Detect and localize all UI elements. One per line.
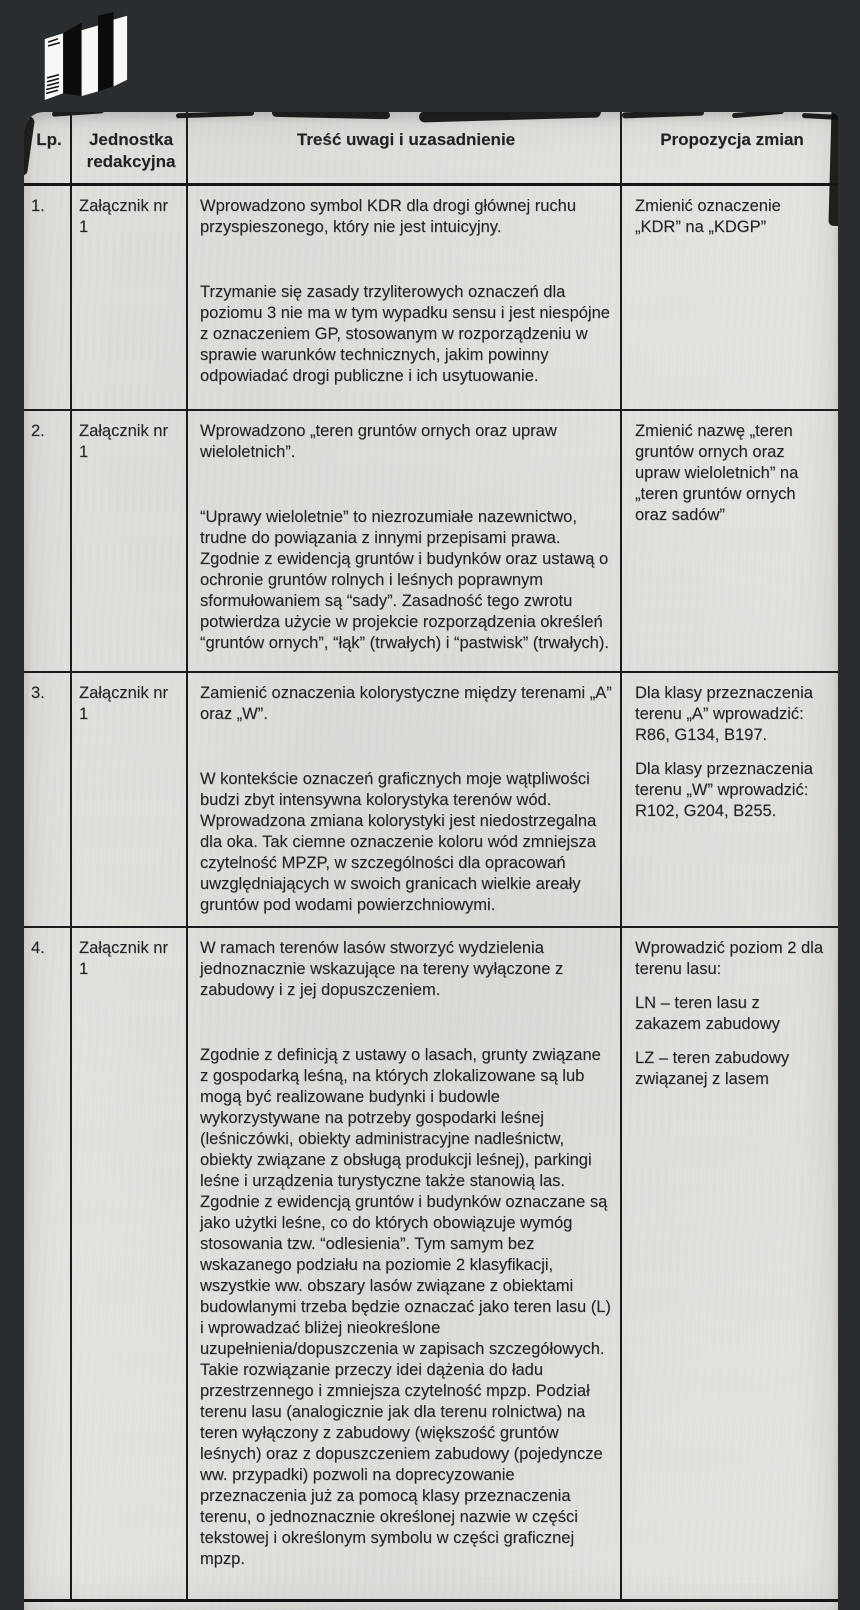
cell-lp: 4. (24, 927, 71, 1602)
paragraph: Wprowadzić poziom 2 dla terenu lasu: (635, 938, 823, 978)
table-bottom-rule (24, 1599, 838, 1602)
paragraph: “Uprawy wieloletnie” to niezrozumiałe nazewnictwo, trudne do powiązania z innymi przepisami prawa. Zgodnie z ewidencją gruntów i budynków oraz ustawą o ochronie gruntów rolnych i leśnych poprawnym sformułowaniem są “sady”. Zasadność tego zwrotu potwierdza użycie w projekcie rozporządzenia określeń “gruntów ornych”, “łąk” (trwałych) i “pastwisk” (trwałych). (200, 507, 609, 652)
header-jednostka: Jednostka redakcyjna (71, 112, 187, 185)
table-header-row (24, 112, 838, 185)
paragraph: W kontekście oznaczeń graficznych moje wątpliwości budzi zbyt intensywna kolorystyka terenów wód. Wprowadzona zmiana kolorystyki jest niedostrzegalna dla oka. Tak ciemne oznaczenie koloru wód zmniejsza czytelność MPZP, w szczególności dla opracowań uwzględniających w swoich granicach wielkie areały gruntów pod wodami powierzchniowymi. (200, 769, 597, 914)
cell-propozycja (621, 672, 838, 927)
cell-jednostka: Załącznik nr 1 (71, 410, 187, 672)
paragraph: Dla klasy przeznaczenia terenu „W” wprowadzić: R102, G204, B255. (635, 759, 813, 820)
cell-propozycja (621, 185, 838, 410)
remarks-table (24, 112, 838, 1602)
header-propozycja: Propozycja zmian (621, 112, 838, 185)
cell-tresc (187, 410, 621, 672)
cell-tresc (187, 672, 621, 927)
cell-jednostka: Załącznik nr 1 (71, 185, 187, 410)
paragraph: Dla klasy przeznaczenia terenu „A” wprowadzić: R86, G134, B197. (635, 683, 813, 744)
cell-tresc (187, 185, 621, 410)
cell-tresc (187, 927, 621, 1602)
table-row (24, 927, 838, 1602)
cell-jednostka: Załącznik nr 1 (71, 927, 187, 1602)
paragraph: Trzymanie się zasady trzyliterowych oznaczeń dla poziomu 3 nie ma w tym wypadku sensu i jest niespójne z oznaczeniem GP, stosowanym w rozporządzeniu w sprawie warunków technicznych, jakim powinny odpowiadać drogi publiczne i ich usytuowanie. (200, 283, 610, 385)
paragraph: LZ – teren zabudowy związanej z lasem (635, 1048, 790, 1088)
folded-map-logo-icon (38, 8, 130, 102)
cell-lp: 1. (24, 185, 71, 410)
header-tresc: Treść uwagi i uzasadnienie (187, 112, 621, 185)
cell-jednostka: Załącznik nr 1 (71, 672, 187, 927)
paragraph: Zamienić oznaczenia kolorystyczne między terenami „A” oraz „W”. (200, 683, 612, 723)
table-row (24, 185, 838, 410)
paragraph: LN – teren lasu z zakazem zabudowy (635, 993, 780, 1033)
paragraph: Zmienić nazwę „teren gruntów ornych oraz upraw wieloletnich” na „teren gruntów ornych oraz sadów” (635, 421, 799, 524)
paragraph: Wprowadzono „teren gruntów ornych oraz upraw wieloletnich”. (200, 421, 557, 461)
paragraph: W ramach terenów lasów stworzyć wydzielenia jednoznacznie wskazujące na tereny wyłączone z zabudowy i z jej dopuszczeniem. (200, 938, 564, 999)
paragraph: Wprowadzono symbol KDR dla drogi głównej ruchu przyspieszonego, który nie jest intuicyjny. (200, 197, 577, 236)
cell-lp: 2. (24, 410, 71, 672)
cell-lp: 3. (24, 672, 71, 927)
scanned-document-page (24, 112, 838, 1610)
table-row (24, 672, 838, 927)
paragraph: Zgodnie z definicją z ustawy o lasach, grunty związane z gospodarką leśną, na których zlokalizowane są lub mogą być realizowane budynki i budowle wykorzystywane na potrzeby gospodarki leśnej (leśniczówki, obiekty administracyjne nadleśnictw, obiekty związane z obsługą produkcji leśnej), parkingi leśne i urządzenia turystyczne także stanowią las. Zgodnie z ewidencją gruntów i budynków oznaczane są jako użytki leśne, co do których obowiązuje wymóg stosowania tzw. “odlesienia”. Tym samym bez wskazanego podziału na poziomie 2 klasyfikacji, wszystkie ww. obszary lasów związane z obiektami budowlanymi trzeba będzie oznaczać jako teren lasu (L) i wprowadzać bliżej nieokreślone uzupełnienia/dopuszczenia w zapisach szczegółowych. Takie rozwiązanie przeczy idei dążenia do ładu przestrzennego i zmniejsza czytelność mpzp. Podział terenu lasu (analogicznie jak dla terenu rolnictwa) na teren wyłączony z zabudowy (większość gruntów leśnych) oraz z dopuszczeniem zabudowy (pojedyncze ww. przypadki) pozwoli na doprecyzowanie przeznaczenia już za pomocą klasy przeznaczenia terenu, o jednoznacznie określonej nazwie w części tekstowej i określonym symbolu w części graficznej mpzp. (200, 1045, 611, 1568)
cell-propozycja (621, 410, 838, 672)
table-row (24, 410, 838, 672)
cell-propozycja (621, 927, 838, 1602)
paragraph: Zmienić oznaczenie „KDR” na „KDGP” (635, 197, 781, 236)
header-lp: Lp. (24, 112, 71, 185)
